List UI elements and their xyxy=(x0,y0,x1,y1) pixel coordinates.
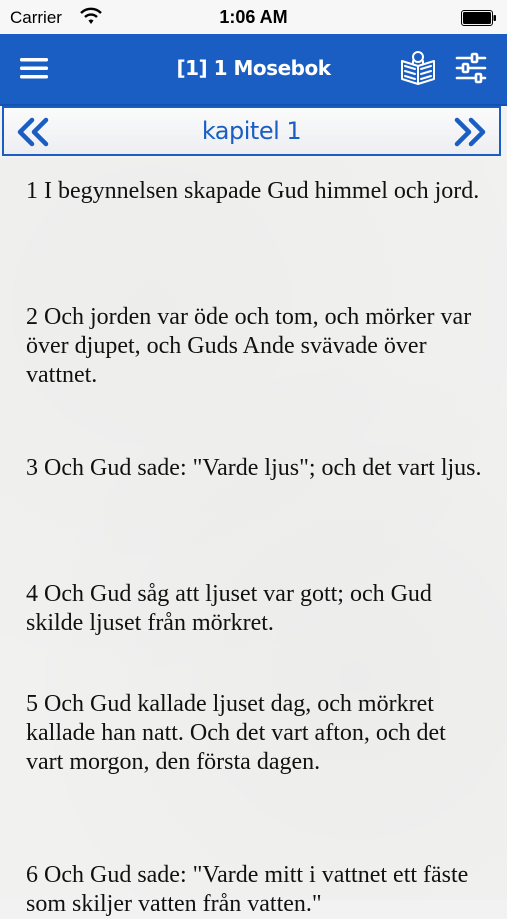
status-bar xyxy=(0,0,507,34)
battery-icon xyxy=(461,10,497,26)
double-chevron-right-icon[interactable] xyxy=(453,117,487,147)
verse-5: 5 Och Gud kallade ljuset dag, och mörkret kallade han natt. Och det vart afton, och det vart morgon, den första dagen. xyxy=(26,691,446,775)
open-book-icon[interactable] xyxy=(398,49,438,87)
clock: 1:06 AM xyxy=(219,7,288,27)
verse-6: 6 Och Gud sade: "Varde mitt i vattnet ett fäste som skiljer vatten från vatten." xyxy=(26,862,469,917)
chapter-navigator xyxy=(2,106,501,156)
nav-bar xyxy=(0,34,507,106)
verse-3: 3 Och Gud sade: "Varde ljus"; och det vart ljus. xyxy=(26,455,482,481)
verse-2: 2 Och jorden var öde och tom, och mörker var över djupet, och Guds Ande svävade över vattnet. xyxy=(26,304,472,388)
sliders-settings-icon[interactable] xyxy=(454,52,488,84)
verse-list xyxy=(0,158,507,917)
page-title: [1] 1 Mosebok xyxy=(176,56,331,80)
carrier-label: Carrier xyxy=(10,8,62,27)
chapter-label: kapitel 1 xyxy=(201,117,302,145)
verse-4: 4 Och Gud såg att ljuset var gott; och Gud skilde ljuset från mörkret. xyxy=(26,581,432,636)
verse-1: 1 I begynnelsen skapade Gud himmel och jord. xyxy=(26,178,480,204)
